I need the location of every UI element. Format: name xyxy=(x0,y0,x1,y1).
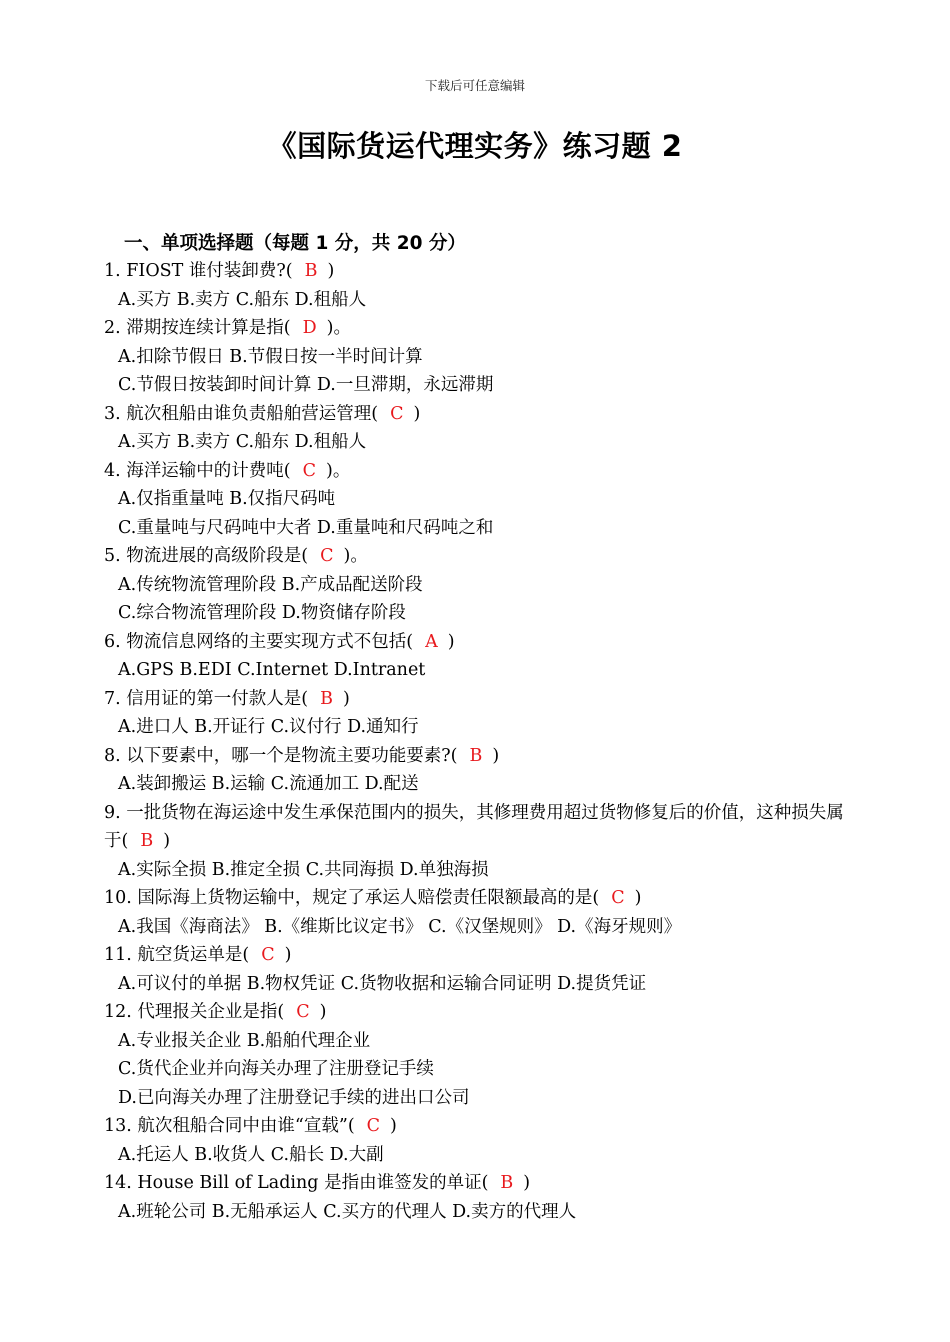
header-note: 下载后可任意编辑 xyxy=(424,78,525,93)
option-line: A.进口人 B.开证行 C.议付行 D.通知行 xyxy=(118,717,419,737)
question-number: 1. xyxy=(104,261,121,281)
question-number: 5. xyxy=(104,546,121,566)
answer-mark: C xyxy=(302,460,316,481)
question-close: ) xyxy=(634,888,642,908)
answer-mark: B xyxy=(500,1173,514,1193)
question-item xyxy=(104,542,864,628)
question-item xyxy=(104,400,864,457)
option-line: A.GPS B.EDI C.Internet D.Intranet xyxy=(118,660,426,680)
question-stem xyxy=(104,1112,864,1141)
question-item xyxy=(104,742,864,799)
option-line: A.托运人 B.收货人 C.船长 D.大副 xyxy=(118,1144,384,1165)
question-stem xyxy=(104,685,864,714)
question-number: 12. xyxy=(104,1002,132,1022)
question-item xyxy=(104,884,864,941)
question-text: 信用证的第一付款人是( xyxy=(126,688,309,709)
question-close: ) xyxy=(284,945,292,965)
question-close: ) xyxy=(163,831,171,851)
question-item xyxy=(104,314,864,400)
option-line: A.买方 B.卖方 C.船东 D.租船人 xyxy=(118,432,367,452)
question-close: ) xyxy=(319,1002,327,1022)
option-line: C.重量吨与尺码吨中大者 D.重量吨和尺码吨之和 xyxy=(118,517,494,538)
question-stem xyxy=(104,941,864,970)
question-number: 9. xyxy=(104,802,121,823)
question-text: 以下要素中，哪一个是物流主要功能要素?( xyxy=(126,745,458,766)
question-close: )。 xyxy=(343,546,368,566)
question-number: 8. xyxy=(104,745,121,766)
question-close: )。 xyxy=(326,460,351,481)
question-text: 航次租船合同中由谁“宣载”( xyxy=(137,1116,355,1136)
question-item xyxy=(104,257,864,314)
question-item xyxy=(104,1169,864,1226)
section-heading: 一、单项选择题（每题 1 分，共 20 分） xyxy=(124,233,466,254)
question-text: 一批货物在海运途中发生承保范围内的损失，其修理费用超过货物修复后的价值，这种损失属于( xyxy=(104,802,844,851)
question-number: 7. xyxy=(104,688,121,709)
answer-mark: C xyxy=(390,403,404,424)
question-stem xyxy=(104,998,864,1027)
question-text: FIOST 谁付装卸费?( xyxy=(126,261,293,281)
question-number: 13. xyxy=(104,1116,132,1136)
question-text: House Bill of Lading 是指由谁签发的单证( xyxy=(137,1173,489,1193)
option-line: A.可议付的单据 B.物权凭证 C.货物收据和运输合同证明 D.提货凭证 xyxy=(118,973,647,994)
question-close: ) xyxy=(390,1116,397,1136)
question-text: 航次租船由谁负责船舶营运管理( xyxy=(126,403,379,424)
question-item xyxy=(104,941,864,998)
answer-mark: A xyxy=(425,631,438,652)
answer-mark: C xyxy=(261,945,275,965)
question-stem xyxy=(104,314,864,343)
question-item xyxy=(104,457,864,543)
option-line: A.我国《海商法》 B.《维斯比议定书》 C.《汉堡规则》 D.《海牙规则》 xyxy=(118,916,682,937)
question-stem xyxy=(104,1169,864,1198)
question-number: 3. xyxy=(104,403,121,424)
option-line: A.实际全损 B.推定全损 C.共同海损 D.单独海损 xyxy=(118,859,489,880)
option-line: C.综合物流管理阶段 D.物资储存阶段 xyxy=(118,603,406,623)
question-text: 航空货运单是( xyxy=(137,945,250,965)
answer-mark: C xyxy=(611,888,625,908)
question-close: ) xyxy=(523,1173,531,1193)
question-close: ) xyxy=(492,745,500,766)
question-text: 物流信息网络的主要实现方式不包括( xyxy=(126,631,414,652)
question-item xyxy=(104,998,864,1112)
question-number: 6. xyxy=(104,631,121,652)
question-close: ) xyxy=(447,631,455,652)
question-number: 4. xyxy=(104,460,121,481)
option-line: A.仅指重量吨 B.仅指尺码吨 xyxy=(118,489,336,509)
option-line: A.专业报关企业 B.船舶代理企业 xyxy=(118,1030,371,1051)
option-line: A.买方 B.卖方 C.船东 D.租船人 xyxy=(118,289,367,310)
option-line: D.已向海关办理了注册登记手续的进出口公司 xyxy=(118,1087,470,1108)
question-stem xyxy=(104,257,864,286)
question-close: ) xyxy=(413,403,421,424)
answer-mark: C xyxy=(320,546,334,566)
question-text: 滞期按连续计算是指( xyxy=(126,318,291,338)
option-line: A.装卸搬运 B.运输 C.流通加工 D.配送 xyxy=(118,774,419,794)
question-close: )。 xyxy=(326,318,351,338)
question-stem xyxy=(104,799,852,856)
question-text: 国际海上货物运输中，规定了承运人赔偿责任限额最高的是( xyxy=(137,888,600,908)
question-stem xyxy=(104,884,864,913)
question-stem xyxy=(104,400,864,429)
question-number: 11. xyxy=(104,945,132,965)
question-text: 海洋运输中的计费吨( xyxy=(126,460,291,481)
question-item xyxy=(104,628,864,685)
question-number: 14. xyxy=(104,1173,132,1193)
question-item xyxy=(104,685,864,742)
question-close: ) xyxy=(342,688,350,709)
answer-mark: B xyxy=(304,261,318,281)
question-number: 10. xyxy=(104,888,132,908)
question-stem xyxy=(104,628,864,657)
question-number: 2. xyxy=(104,318,121,338)
question-stem xyxy=(104,457,864,486)
document-title: 《国际货运代理实务》练习题 2 xyxy=(267,129,683,163)
question-text: 物流进展的高级阶段是( xyxy=(126,546,309,566)
answer-mark: B xyxy=(320,688,333,709)
option-line: C.货代企业并向海关办理了注册登记手续 xyxy=(118,1059,434,1079)
answer-mark: B xyxy=(469,745,483,766)
answer-mark: B xyxy=(140,831,154,851)
answer-mark: C xyxy=(366,1116,381,1136)
question-stem xyxy=(104,542,864,571)
answer-mark: D xyxy=(302,318,317,338)
option-line: A.传统物流管理阶段 B.产成品配送阶段 xyxy=(118,574,423,595)
question-stem xyxy=(104,742,864,771)
question-item xyxy=(104,1112,864,1169)
question-item xyxy=(104,799,864,885)
answer-mark: C xyxy=(296,1002,310,1022)
option-line: C.节假日按装卸时间计算 D.一旦滞期，永远滞期 xyxy=(118,375,494,395)
question-text: 代理报关企业是指( xyxy=(137,1002,285,1022)
option-line: A.班轮公司 B.无船承运人 C.买方的代理人 D.卖方的代理人 xyxy=(118,1201,577,1222)
question-close: ) xyxy=(327,261,335,281)
question-list xyxy=(104,257,864,1226)
option-line: A.扣除节假日 B.节假日按一半时间计算 xyxy=(118,346,423,367)
